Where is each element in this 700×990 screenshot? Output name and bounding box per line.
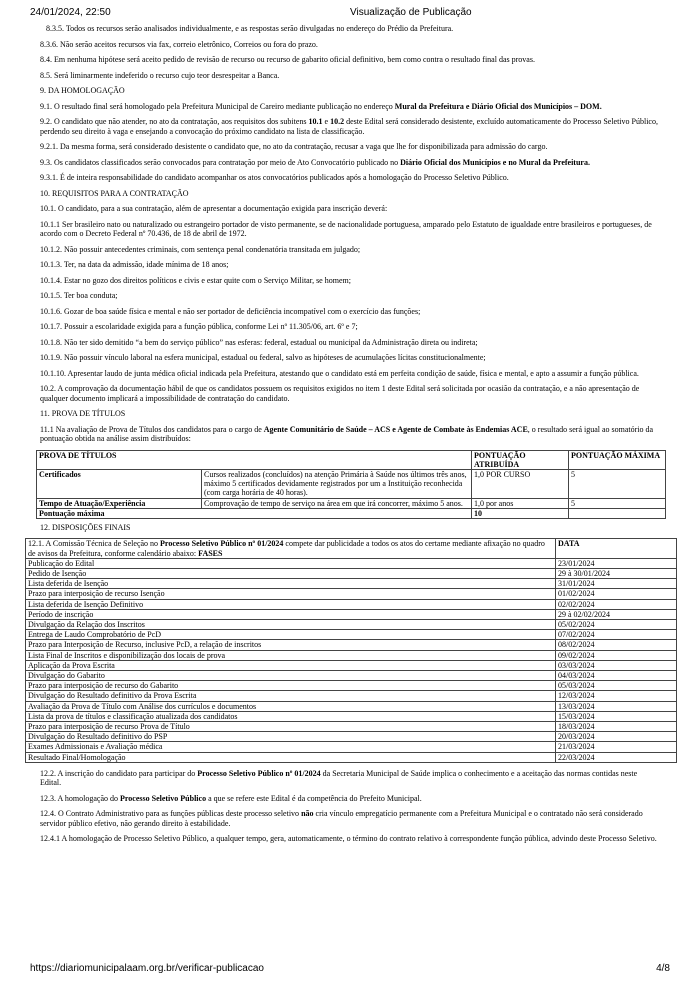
text-run: 9.2. O candidato que não atender, no ato da contratação, aos requisitos dos subitens [40, 117, 309, 126]
calendar-fase: Lista da prova de títulos e classificação atualizada dos candidatos [26, 711, 556, 721]
print-datetime: 24/01/2024, 22:50 [30, 7, 111, 18]
row-name: Certificados [39, 469, 81, 479]
cell-name [37, 469, 202, 498]
titles-row-certificados [37, 469, 666, 498]
calendar-row [26, 732, 677, 742]
paragraph-8-4: 8.4. Em nenhuma hipótese será aceito pedido de revisão de recurso ou recurso de gabarito oficial definitivo, bem como contra o resultado final das provas. [40, 55, 535, 64]
section-heading-9: 9. DA HOMOLOGAÇÃO [40, 86, 125, 95]
paragraph-10-1-3: 10.1.3. Ter, na data da admissão, idade mínima de 18 anos; [40, 260, 229, 269]
paragraph-9-3 [40, 158, 660, 168]
calendar-row [26, 558, 677, 568]
calendar-fase: Divulgação do Resultado definitivo da Prova Escrita [26, 691, 556, 701]
calendar-fase: Exames Admissionais e Avaliação médica [26, 742, 556, 752]
calendar-fase: Lista Final de Inscritos e disponibilização dos locais de prova [26, 650, 556, 660]
calendar-data: 20/03/2024 [556, 732, 677, 742]
calendar-data: 07/02/2024 [556, 630, 677, 640]
calendar-row [26, 691, 677, 701]
text-run: deste Edital será considerado desistente, excluído automaticamente do Processo Seletivo Público, perdendo seu direito à vaga e ensejando a convocação do próximo candidato na lista de classificação. [40, 117, 658, 136]
calendar-fase: Entrega de Laudo Comprobatório de PcD [26, 630, 556, 640]
text-run: , o resultado será igual ao somatório da pontuação obtida na análise assim distribuídos: [40, 424, 654, 443]
paragraph-12-2 [40, 769, 660, 788]
calendar-row [26, 569, 677, 579]
paragraph-10-1-6: 10.1.6. Gozar de boa saúde física e mental e não ser portador de deficiência incompatível com o exercício das funções; [40, 306, 421, 316]
calendar-fase: Prazo para interposição de recurso Prova de Título [26, 722, 556, 732]
calendar-row [26, 650, 677, 660]
calendar-row [26, 660, 677, 670]
calendar-row [26, 752, 677, 762]
calendar-data: 04/03/2024 [556, 671, 677, 681]
section-heading-11: 11. PROVA DE TÍTULOS [40, 409, 126, 418]
paragraph-8-3-5: 8.3.5. Todos os recursos serão analisados individualmente, e as respostas serão divulgadas no endereço do Prédio da Prefeitura. [46, 24, 454, 33]
text-run: 12.2. A inscrição do candidato para participar do [40, 768, 198, 778]
calendar-header-fases [26, 539, 556, 558]
bold-run: não [301, 809, 314, 819]
print-footer [30, 963, 670, 977]
calendar-fase: Resultado Final/Homologação [26, 752, 556, 762]
text-run: a que se refere este Edital é da competência do Prefeito Municipal. [206, 793, 422, 803]
paragraph-8-3-6: 8.3.6. Não serão aceitos recursos via fax, correio eletrônico, Correios ou fora do prazo. [40, 39, 318, 49]
titles-header-row [37, 450, 666, 469]
page-number: 4/8 [656, 963, 670, 974]
calendar-row [26, 630, 677, 640]
paragraph-12-4 [40, 809, 660, 828]
text-run: 12.1. A Comissão Técnica de Seleção no [28, 539, 161, 549]
calendar-fase: Divulgação da Relação dos Inscritos [26, 620, 556, 630]
calendar-row [26, 640, 677, 650]
bold-run: Processo Seletivo Público [120, 793, 207, 803]
calendar-row [26, 620, 677, 630]
calendar-fase: Publicação do Edital [26, 558, 556, 568]
bold-run: 10.1 [308, 117, 323, 126]
text-run: 11.1 Na avaliação de Prova de Títulos dos candidatos para o cargo de [40, 424, 264, 434]
paragraph-10-2: 10.2. A comprovação da documentação hábil de que os candidatos possuem os requisitos exigidos no item 1 deste Edital será solicitada por ocasião da contratação, e a não apresentação de qualquer documento implicará a impossibilidade de contratação do candidato. [40, 384, 640, 403]
calendar-data: 22/03/2024 [556, 752, 677, 762]
cell-desc: Cursos realizados (concluídos) na atenção Primária à Saúde nos últimos três anos, máximo 5 certificados devidamente registrados por um a Instituição reconhecida (com carga horária de 40 horas). [202, 469, 472, 498]
calendar-fase: Pedido de Isenção [26, 569, 556, 579]
cell-max: 5 [569, 498, 666, 508]
bold-run: 10.2 [330, 117, 345, 126]
paragraph-8-5: 8.5. Será liminarmente indeferido o recurso cujo teor desrespeitar a Banca. [40, 70, 280, 80]
text-run: 9.1. O resultado final será homologado pela Prefeitura Municipal de Careiro mediante publicação no endereço [40, 101, 395, 111]
calendar-fase: Lista deferida de Isenção Definitivo [26, 599, 556, 609]
calendar-fase: Prazo para interposição de recurso Isenção [26, 589, 556, 599]
calendar-data: 31/01/2024 [556, 579, 677, 589]
cell-pont: 1,0 POR CURSO [472, 469, 569, 498]
calendar-data: 29 à 30/01/2024 [556, 569, 677, 579]
paragraph-12-4-1: 12.4.1 A homologação de Processo Seletivo Público, a qualquer tempo, gera, automaticamente, o término do contrato relativo à correspondente função pública, advindo deste Processo Seletivo. [40, 834, 657, 844]
section-heading-12: 12. DISPOSIÇÕES FINAIS [40, 522, 131, 532]
print-header [30, 7, 670, 21]
calendar-row [26, 701, 677, 711]
paragraph-10-1: 10.1. O candidato, para a sua contratação, além de apresentar a documentação exigida para inscrição deverá: [40, 204, 388, 213]
text-run: e [322, 117, 331, 126]
paragraph-11-1 [40, 425, 660, 444]
calendar-data: 01/02/2024 [556, 589, 677, 599]
row-name: Pontuação máxima [39, 508, 105, 518]
calendar-rows [26, 558, 677, 762]
paragraph-10-1-4: 10.1.4. Estar no gozo dos direitos políticos e civis e estar quite com o Serviço Militar, se homem; [40, 275, 351, 285]
calendar-fase: Divulgação do Gabarito [26, 671, 556, 681]
calendar-data: 12/03/2024 [556, 691, 677, 701]
header-pontuacao-atribuida: PONTUAÇÃO ATRIBUÍDA [472, 450, 569, 469]
calendar-data: 21/03/2024 [556, 742, 677, 752]
print-title: Visualização de Publicação [350, 7, 472, 18]
cell-pont [472, 508, 569, 518]
text-run: da Secretaria Municipal de Saúde implica o conhecimento e a aceitação das normas contidas neste Edital. [40, 768, 638, 788]
calendar-fase: Avaliação da Prova de Título com Análise dos currículos e documentos [26, 701, 556, 711]
calendar-data: 03/03/2024 [556, 660, 677, 670]
header-prova-titulos: PROVA DE TÍTULOS [37, 450, 472, 469]
calendar-data: 05/03/2024 [556, 681, 677, 691]
titles-row-total [37, 508, 666, 518]
titles-row-tempo [37, 498, 666, 508]
calendar-row [26, 722, 677, 732]
cell-max [569, 508, 666, 518]
paragraph-10-1-1: 10.1.1 Ser brasileiro nato ou naturalizado ou estrangeiro portador de visto permanente, se de nacionalidade portuguesa, amparado pelo Estatuto de igualdade entre brasileiros e portugueses, de acordo com o Decreto Federal nº 70.436, de 18 de abril de 1972. [40, 219, 652, 238]
bold-run: Mural da Prefeitura e Diário Oficial dos Municípios – DOM. [394, 101, 602, 111]
calendar-row [26, 609, 677, 619]
cell-name [37, 508, 472, 518]
calendar-data: 02/02/2024 [556, 599, 677, 609]
paragraph-10-1-10: 10.1.10. Apresentar laudo de junta médica oficial indicada pela Prefeitura, atestando que o candidato está em perfeita condição de saúde, física e mental, e apto a assumir a função pública. [40, 368, 639, 378]
calendar-fase: Divulgação do Resultado definitivo do PSP [26, 732, 556, 742]
bold-run: Processo Seletivo Público nº 01/2024 [197, 768, 321, 778]
paragraph-12-3 [40, 794, 660, 804]
text-run: 12.3. A homologação do [40, 793, 120, 803]
calendar-data: 18/03/2024 [556, 722, 677, 732]
calendar-row [26, 742, 677, 752]
section-heading-10: 10. REQUISITOS PARA A CONTRATAÇÃO [40, 188, 189, 198]
calendar-row [26, 579, 677, 589]
bold-run: Diário Oficial dos Municípios e no Mural da Prefeitura. [400, 157, 590, 167]
calendar-row [26, 711, 677, 721]
header-pontuacao-maxima: PONTUAÇÃO MÁXIMA [569, 450, 666, 469]
text-run: 12.4. O Contrato Administrativo para as funções públicas deste processo seletivo [40, 809, 302, 819]
text-run: compete dar publicidade a todos os atos do certame mediante afixação no quadro de avisos da Prefeitura, conforme calendário abaixo: [28, 539, 545, 558]
bold-run: DATA [558, 539, 580, 549]
document-body [28, 24, 661, 850]
calendar-data: 08/02/2024 [556, 640, 677, 650]
calendar-data: 13/03/2024 [556, 701, 677, 711]
text-run: cria vínculo empregatício permanente com a Prefeitura Municipal e o contratado não será considerado servidor público efetivo, não gerando direito à estabilidade. [40, 809, 643, 828]
cell-max: 5 [569, 469, 666, 498]
calendar-row [26, 599, 677, 609]
cell-pont: 1,0 por anos [472, 498, 569, 508]
cell-name [37, 498, 202, 508]
bold-run: Processo Seletivo Público nº 01/2024 [160, 539, 284, 549]
total-value: 10 [474, 508, 482, 518]
calendar-header-row [26, 539, 677, 558]
bold-run: Agente Comunitário de Saúde – ACS e Agente de Combate às Endemias ACE [263, 424, 528, 434]
paragraph-9-3-1: 9.3.1. É de inteira responsabilidade do candidato acompanhar os atos convocatórios publicados após a homologação do Processo Seletivo Público. [40, 173, 509, 182]
calendar-row [26, 589, 677, 599]
calendar-data: 29 à 02/02/2024 [556, 609, 677, 619]
calendar-fase: Aplicação da Prova Escrita [26, 660, 556, 670]
paragraph-9-1 [40, 102, 660, 112]
calendar-fase: Lista deferida de Isenção [26, 579, 556, 589]
calendar-fase: Prazo para interposição de recurso do Gabarito [26, 681, 556, 691]
calendar-data: 09/02/2024 [556, 650, 677, 660]
calendar-fase: Período de inscrição [26, 609, 556, 619]
paragraph-9-2 [40, 117, 660, 136]
paragraph-10-1-8: 10.1.8. Não ter sido demitido “a bem do serviço público” nas esferas: federal, estadual ou municipal da Administração direta ou indireta; [40, 337, 478, 347]
calendar-fase: Prazo para Interposição de Recurso, inclusive PcD, a relação de inscritos [26, 640, 556, 650]
bold-run: FASES [198, 548, 223, 558]
calendar-table [25, 538, 677, 762]
paragraph-10-1-2: 10.1.2. Não possuir antecedentes criminais, com sentença penal condenatória transitada em julgado; [40, 244, 361, 254]
footer-url[interactable]: https://diariomunicipalaam.org.br/verificar-publicacao [30, 963, 264, 974]
cell-desc: Comprovação de tempo de serviço na área em que irá concorrer, máximo 5 anos. [202, 498, 472, 508]
paragraph-10-1-5: 10.1.5. Ter boa conduta; [40, 291, 118, 300]
calendar-row [26, 681, 677, 691]
text-run: 9.3. Os candidatos classificados serão convocados para contratação por meio de Ato Convocatório publicado no [40, 157, 401, 167]
calendar-data: 23/01/2024 [556, 558, 677, 568]
paragraph-9-2-1: 9.2.1. Da mesma forma, será considerado desistente o candidato que, no ato da contratação, recusar a vaga que lhe for disponibilizada para admissão do cargo. [40, 142, 548, 151]
row-name: Tempo de Atuação/Experiência [39, 498, 146, 508]
calendar-header-data [556, 539, 677, 558]
calendar-row [26, 671, 677, 681]
calendar-data: 05/02/2024 [556, 620, 677, 630]
calendar-data: 15/03/2024 [556, 711, 677, 721]
paragraph-10-1-9: 10.1.9. Não possuir vínculo laboral na esfera municipal, estadual ou federal, salvo as hipóteses de acumulações lícitas constitucionalmente; [40, 353, 486, 362]
titles-table [36, 450, 666, 519]
paragraph-10-1-7: 10.1.7. Possuir a escolaridade exigida para a função pública, conforme Lei nº 11.305/06, art. 6º e 7; [40, 322, 358, 331]
